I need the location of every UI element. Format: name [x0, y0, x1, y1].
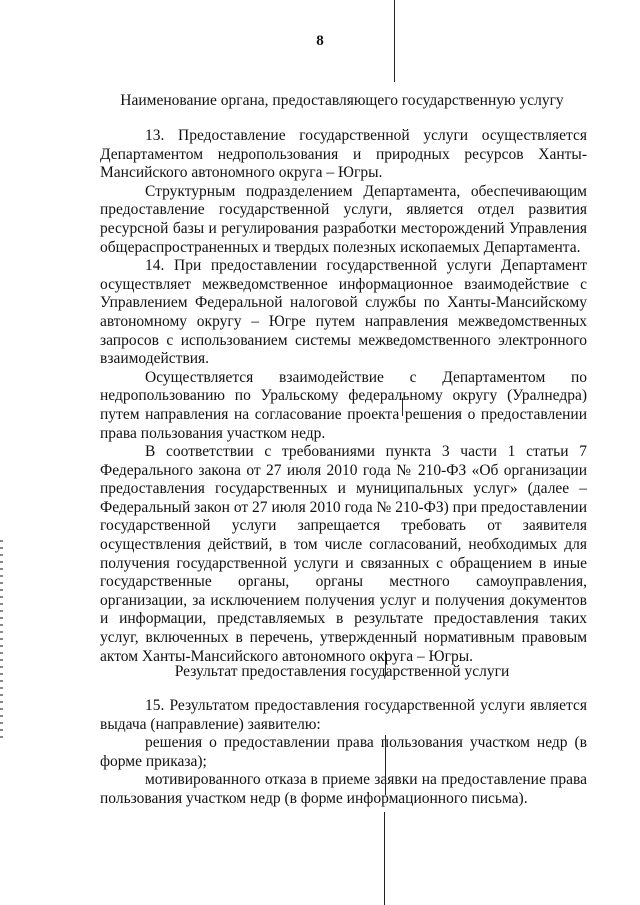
- paragraph-14: 14. При предоставлении государственной услуги Департамент осуществляет межведомственное информационное взаимодействие с Управлением Федеральной налоговой службы по Ханты-Мансийскому автономному округу – Югре путем направления межведомственных запросов с использованием системы межведомственного электронного взаимодействия.: [100, 257, 587, 368]
- section-body-authority: [100, 127, 587, 666]
- scan-line-bottom: [384, 812, 385, 905]
- paragraph-15: 15. Результатом предоставления государственной услуги является выдача (направление) заявителю:: [100, 697, 587, 733]
- page-number: 8: [316, 33, 324, 49]
- section-body-result: [100, 697, 587, 809]
- paragraph-uralnedra: Осуществляется взаимодействие с Департаментом по недропользованию по Уральскому федеральному округу (Уралнедра) путем направления на согласование проекта решения о предоставлении права пользования участком недр.: [100, 368, 587, 442]
- section-heading-result: Результат предоставления государственной услуги: [174, 663, 510, 680]
- paragraph-decision: решения о предоставлении права пользования участком недр (в форме приказа);: [100, 734, 587, 770]
- paragraph-13: 13. Предоставление государственной услуги осуществляется Департаментом недропользования и природных ресурсов Ханты-Мансийского автономного округа – Югры.: [100, 127, 587, 182]
- paragraph-structural-unit: Структурным подразделением Департамента, обеспечивающим предоставление государственной услуги, является отдел развития ресурсной базы и регулирования разработки месторождений Управления общераспространенных и твердых полезных ископаемых Департамента.: [100, 182, 587, 256]
- paragraph-210-fz: В соответствии с требованиями пункта 3 части 1 статьи 7 Федерального закона от 27 июля 2010 года № 210-ФЗ «Об организации предоставления государственных и муниципальных услуг» (далее – Федеральный закон от 27 июля 2010 года № 210-ФЗ) при предоставлении государственной услуги запрещается требовать от заявителя осуществления действий, в том числе согласований, необходимых для получения государственной услуги и связанных с обращением в иные государственные органы, органы местного самоуправления, организации, за исключением получения услуг и получения документов и информации, представляемых в результате предоставления таких услуг, включенных в перечень, утвержденный нормативным правовым актом Ханты-Мансийского автономного округа – Югры.: [100, 443, 587, 665]
- section-heading-authority: Наименование органа, предоставляющего государственную услугу: [120, 92, 564, 109]
- scan-edge-marks: [0, 540, 3, 740]
- paragraph-refusal: мотивированного отказа в приеме заявки на предоставление права пользования участком недр (в форме информационного письма).: [100, 771, 587, 807]
